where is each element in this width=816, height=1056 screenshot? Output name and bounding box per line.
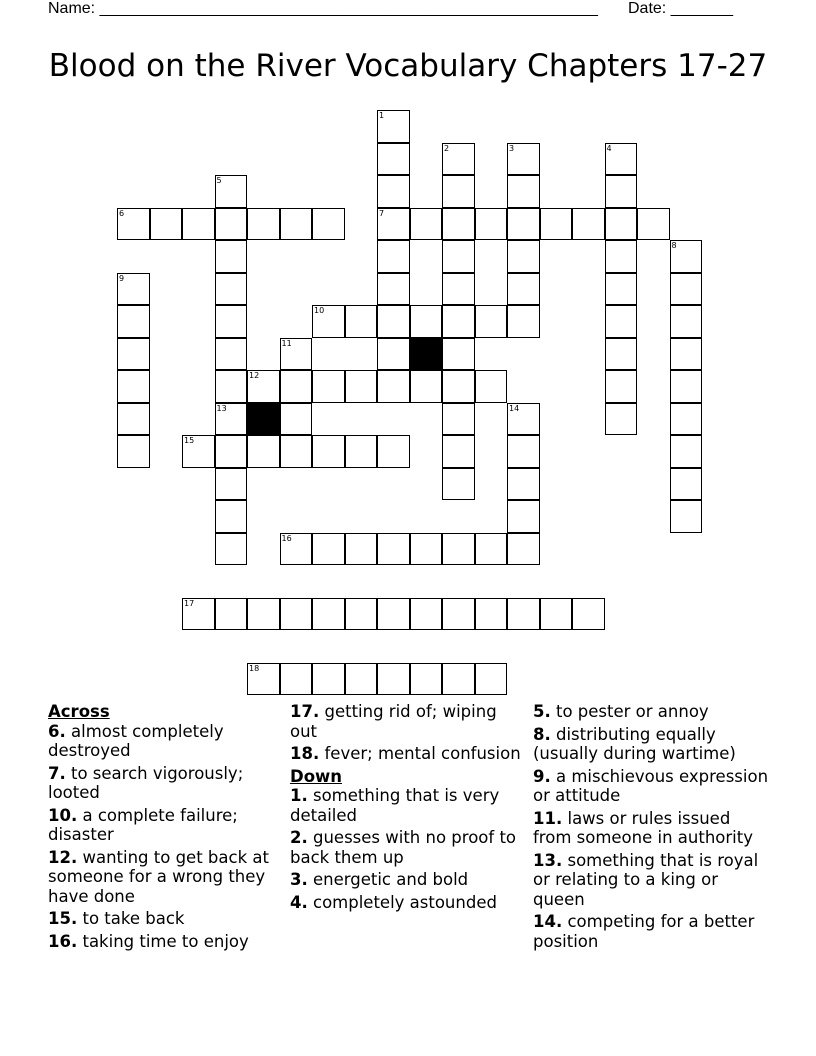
grid-cell[interactable] <box>117 435 150 468</box>
grid-cell[interactable] <box>572 208 605 241</box>
grid-cell[interactable] <box>670 240 703 273</box>
clue-item <box>290 893 526 913</box>
clue-number: 10 <box>314 306 325 315</box>
grid-cell[interactable] <box>345 533 378 566</box>
clue-text: competing for a better position <box>533 912 755 951</box>
grid-cell[interactable] <box>442 273 475 306</box>
name-field[interactable]: Name: ________________________________________________________ <box>48 0 598 17</box>
grid-cell[interactable] <box>442 175 475 208</box>
clue-text: to pester or annoy <box>550 702 709 721</box>
grid-cell[interactable] <box>475 208 508 241</box>
clue-number: 11 <box>281 338 292 348</box>
grid-cell[interactable] <box>312 663 345 696</box>
clue-item <box>290 870 526 890</box>
grid-cell[interactable] <box>377 663 410 696</box>
date-field[interactable]: Date: _______ <box>628 0 733 17</box>
grid-cell[interactable] <box>377 273 410 306</box>
grid-cell[interactable] <box>247 435 280 468</box>
grid-cell[interactable] <box>605 175 638 208</box>
grid-cell[interactable] <box>410 305 443 338</box>
grid-cell[interactable] <box>442 468 475 501</box>
clue-number-label: 8. <box>533 724 551 744</box>
clue-item <box>290 744 526 764</box>
clue-number-label: 3. <box>290 870 308 889</box>
grid-cell[interactable] <box>410 533 443 566</box>
grid-cell[interactable] <box>507 598 540 631</box>
grid-cell[interactable] <box>442 143 475 176</box>
clue-number: 5 <box>216 176 222 185</box>
grid-cell[interactable] <box>117 338 150 371</box>
grid-cell[interactable] <box>247 663 280 696</box>
grid-cell[interactable] <box>182 598 215 631</box>
across-heading: Across <box>48 702 110 721</box>
grid-cell[interactable] <box>215 175 248 208</box>
grid-cell[interactable] <box>247 208 280 241</box>
clue-number-label: 2. <box>290 828 308 847</box>
clue-number: 1 <box>379 111 385 120</box>
clue-number-label: 6. <box>48 721 66 741</box>
grid-cell[interactable] <box>117 208 150 241</box>
clue-item <box>533 725 769 764</box>
grid-cell[interactable] <box>442 370 475 403</box>
grid-cell[interactable] <box>247 370 280 403</box>
clue-number: 2 <box>444 143 450 153</box>
grid-cell[interactable] <box>637 208 670 241</box>
grid-cell[interactable] <box>280 598 313 631</box>
grid-cell[interactable] <box>605 240 638 273</box>
clue-item <box>48 848 284 907</box>
grid-cell[interactable] <box>117 370 150 403</box>
grid-cell[interactable] <box>215 598 248 631</box>
grid-cell[interactable] <box>540 598 573 631</box>
clues-column-3 <box>533 702 769 954</box>
clues-column-2 <box>290 702 526 915</box>
clue-text: to search vigorously; looted <box>48 763 244 802</box>
grid-cell[interactable] <box>182 435 215 468</box>
grid-cell[interactable] <box>215 435 248 468</box>
grid-cell[interactable] <box>312 305 345 338</box>
grid-cell[interactable] <box>507 175 540 208</box>
grid-cell[interactable] <box>215 370 248 403</box>
clue-item <box>48 909 284 929</box>
clue-text: fever; mental confusion <box>319 744 521 763</box>
down-heading: Down <box>290 766 343 786</box>
clue-item <box>48 806 284 845</box>
grid-cell[interactable] <box>540 208 573 241</box>
grid-cell[interactable] <box>670 468 703 501</box>
grid-cell[interactable] <box>410 598 443 631</box>
grid-cell[interactable] <box>215 403 248 436</box>
clue-number-label: 4. <box>290 892 308 912</box>
grid-cell[interactable] <box>670 403 703 436</box>
grid-cell[interactable] <box>410 370 443 403</box>
grid-cell[interactable] <box>507 468 540 501</box>
grid-cell[interactable] <box>312 208 345 241</box>
grid-cell[interactable] <box>442 663 475 696</box>
grid-cell[interactable] <box>507 500 540 533</box>
grid-cell[interactable] <box>117 403 150 436</box>
clue-number: 6 <box>119 208 125 218</box>
clue-text: completely astounded <box>307 892 497 912</box>
clue-item <box>533 702 769 722</box>
grid-cell[interactable] <box>182 208 215 241</box>
grid-cell[interactable] <box>312 370 345 403</box>
clue-text: laws or rules issued from someone in authority <box>533 808 753 847</box>
grid-block <box>410 338 443 371</box>
grid-cell[interactable] <box>215 338 248 371</box>
clue-text: almost completely destroyed <box>48 721 224 760</box>
grid-cell[interactable] <box>215 533 248 566</box>
grid-cell[interactable] <box>377 435 410 468</box>
clue-item <box>48 932 284 952</box>
page-title: Blood on the River Vocabulary Chapters 17-27 <box>48 48 768 84</box>
grid-cell[interactable] <box>442 533 475 566</box>
clue-text: guesses with no proof to back them up <box>290 828 517 867</box>
grid-cell[interactable] <box>377 110 410 143</box>
grid-cell[interactable] <box>507 305 540 338</box>
grid-cell[interactable] <box>345 435 378 468</box>
grid-cell[interactable] <box>442 305 475 338</box>
grid-cell[interactable] <box>475 663 508 696</box>
grid-cell[interactable] <box>507 403 540 436</box>
clue-number: 18 <box>249 663 260 673</box>
grid-cell[interactable] <box>280 533 313 566</box>
clue-number: 14 <box>509 403 520 413</box>
clue-item <box>290 828 526 867</box>
grid-cell[interactable] <box>215 208 248 241</box>
clue-text: something that is very detailed <box>290 786 500 825</box>
clue-item <box>290 786 526 825</box>
grid-cell[interactable] <box>442 403 475 436</box>
clue-number-label: 11. <box>533 808 563 828</box>
grid-cell[interactable] <box>280 338 313 371</box>
grid-cell[interactable] <box>215 240 248 273</box>
clue-number-label: 10. <box>48 805 78 825</box>
grid-cell[interactable] <box>410 208 443 241</box>
grid-cell[interactable] <box>475 370 508 403</box>
grid-cell[interactable] <box>312 533 345 566</box>
clue-number: 16 <box>281 533 292 543</box>
clue-item <box>533 809 769 848</box>
grid-cell[interactable] <box>280 435 313 468</box>
clue-item <box>48 722 284 761</box>
grid-cell[interactable] <box>605 403 638 436</box>
grid-cell[interactable] <box>345 598 378 631</box>
clue-number-label: 1. <box>290 786 308 805</box>
clues-column-1 <box>48 702 284 954</box>
grid-cell[interactable] <box>377 370 410 403</box>
clue-number: 17 <box>184 598 195 608</box>
grid-cell[interactable] <box>507 143 540 176</box>
grid-cell[interactable] <box>377 305 410 338</box>
grid-cell[interactable] <box>670 500 703 533</box>
grid-cell[interactable] <box>475 533 508 566</box>
grid-cell[interactable] <box>215 305 248 338</box>
grid-cell[interactable] <box>312 598 345 631</box>
grid-cell[interactable] <box>377 338 410 371</box>
clue-number-label: 14. <box>533 912 563 931</box>
clue-item <box>48 764 284 803</box>
clue-number-label: 12. <box>48 847 78 867</box>
grid-cell[interactable] <box>117 273 150 306</box>
grid-cell[interactable] <box>605 143 638 176</box>
grid-cell[interactable] <box>247 598 280 631</box>
grid-cell[interactable] <box>345 305 378 338</box>
grid-cell[interactable] <box>507 208 540 241</box>
grid-cell[interactable] <box>442 598 475 631</box>
grid-cell[interactable] <box>475 598 508 631</box>
grid-cell[interactable] <box>507 533 540 566</box>
clue-text: something that is royal or relating to a king or queen <box>533 850 759 909</box>
grid-cell[interactable] <box>507 240 540 273</box>
grid-cell[interactable] <box>377 175 410 208</box>
grid-cell[interactable] <box>572 598 605 631</box>
clue-number-label: 13. <box>533 850 563 870</box>
clue-text: a complete failure; disaster <box>48 805 238 844</box>
grid-cell[interactable] <box>377 208 410 241</box>
grid-cell[interactable] <box>377 533 410 566</box>
clue-number-label: 5. <box>533 702 551 721</box>
clue-number: 13 <box>216 403 227 413</box>
clue-number: 15 <box>184 436 195 445</box>
grid-cell[interactable] <box>377 143 410 176</box>
grid-cell[interactable] <box>442 208 475 241</box>
grid-cell[interactable] <box>605 370 638 403</box>
grid-cell[interactable] <box>345 370 378 403</box>
grid-cell[interactable] <box>410 663 443 696</box>
clue-number-label: 9. <box>533 766 551 786</box>
grid-block <box>247 403 280 436</box>
grid-cell[interactable] <box>150 208 183 241</box>
clue-item <box>290 702 526 741</box>
clue-item <box>533 912 769 951</box>
grid-cell[interactable] <box>280 663 313 696</box>
grid-cell[interactable] <box>605 208 638 241</box>
clue-number-label: 18. <box>290 744 320 763</box>
grid-cell[interactable] <box>605 305 638 338</box>
grid-cell[interactable] <box>345 663 378 696</box>
grid-cell[interactable] <box>377 240 410 273</box>
grid-cell[interactable] <box>507 273 540 306</box>
clue-number: 8 <box>671 241 677 250</box>
grid-cell[interactable] <box>215 273 248 306</box>
grid-cell[interactable] <box>442 338 475 371</box>
clue-number-label: 15. <box>48 909 78 928</box>
grid-cell[interactable] <box>670 435 703 468</box>
grid-cell[interactable] <box>670 305 703 338</box>
grid-cell[interactable] <box>377 598 410 631</box>
clue-text: getting rid of; wiping out <box>290 702 497 741</box>
grid-cell[interactable] <box>117 305 150 338</box>
grid-cell[interactable] <box>280 208 313 241</box>
grid-cell[interactable] <box>475 305 508 338</box>
grid-cell[interactable] <box>215 468 248 501</box>
clue-text: a mischievous expression or attitude <box>533 766 769 805</box>
grid-cell[interactable] <box>280 403 313 436</box>
clue-text: energetic and bold <box>307 870 469 889</box>
grid-cell[interactable] <box>605 338 638 371</box>
grid-cell[interactable] <box>215 500 248 533</box>
grid-cell[interactable] <box>670 370 703 403</box>
clue-item <box>533 767 769 806</box>
clue-number: 4 <box>606 143 612 153</box>
grid-cell[interactable] <box>280 370 313 403</box>
clue-text: distributing equally (usually during wartime) <box>533 724 736 763</box>
grid-cell[interactable] <box>605 273 638 306</box>
grid-cell[interactable] <box>670 273 703 306</box>
clue-text: taking time to enjoy <box>77 931 249 951</box>
grid-cell[interactable] <box>312 435 345 468</box>
clue-number-label: 7. <box>48 763 66 783</box>
clue-item <box>533 851 769 910</box>
grid-cell[interactable] <box>442 240 475 273</box>
clue-text: wanting to get back at someone for a wrong they have done <box>48 847 269 906</box>
clue-number: 12 <box>249 371 260 380</box>
clue-number-label: 16. <box>48 931 78 951</box>
clue-number: 9 <box>119 273 125 283</box>
clue-number: 7 <box>379 208 385 218</box>
clue-text: to take back <box>77 909 185 928</box>
grid-cell[interactable] <box>507 435 540 468</box>
grid-cell[interactable] <box>670 338 703 371</box>
grid-cell[interactable] <box>442 435 475 468</box>
clue-number: 3 <box>509 143 515 153</box>
clue-number-label: 17. <box>290 702 320 721</box>
